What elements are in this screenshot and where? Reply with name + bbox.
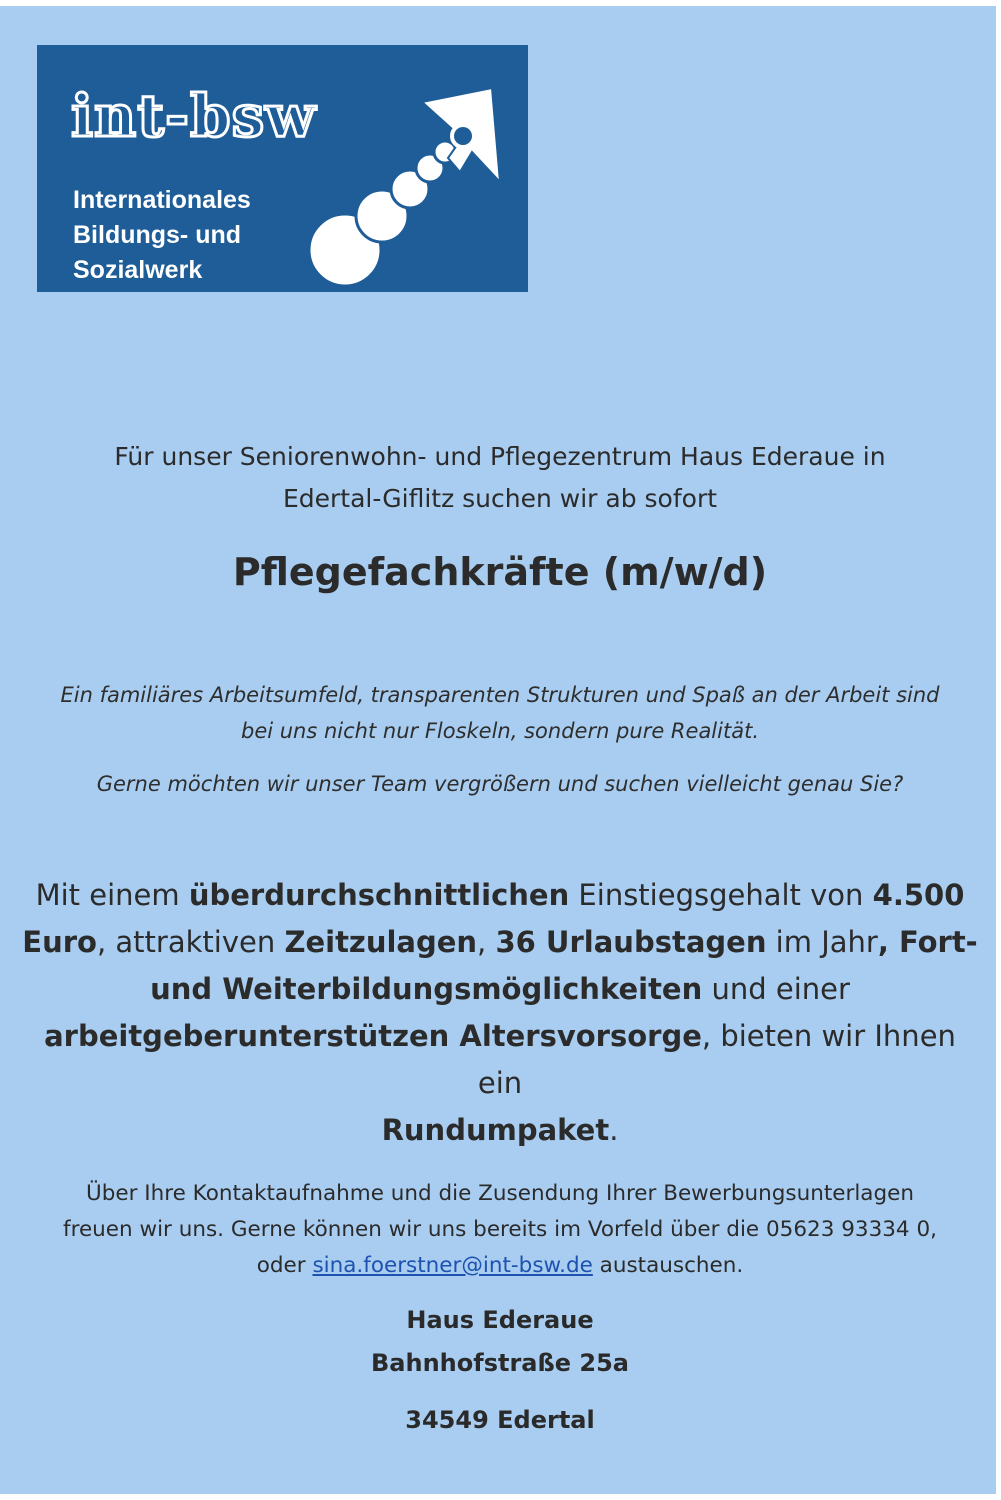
offer-bold-part: und Weiterbildungsmöglichkeiten: [150, 972, 703, 1006]
address-name: Haus Ederaue: [406, 1306, 594, 1334]
offer-text-part: Einstiegsgehalt von: [569, 878, 873, 912]
offer-bold-part: überdurchschnittlichen: [188, 878, 570, 912]
job-title: Pflegefachkräfte (m/w/d): [232, 550, 768, 594]
address-city: 34549 Edertal: [405, 1406, 595, 1434]
workplace-description: [30, 677, 970, 749]
email-link[interactable]: sina.foerstner@int-bsw.de: [312, 1253, 593, 1278]
offer-text-part: , attraktiven: [96, 925, 285, 959]
contact-line-2: freuen wir uns. Gerne können wir uns bereits im Vorfeld über die 05623 93334 0,: [63, 1217, 937, 1242]
offer-line-3: [20, 966, 980, 1013]
offer-text-part: , bieten wir Ihnen ein: [477, 1019, 956, 1100]
logo-line-2: Bildungs- und: [73, 221, 242, 249]
offer-bold-part: arbeitgeberunterstützen Altersvorsorge: [44, 1019, 702, 1053]
offer-bold-part: Zeitzulagen: [284, 925, 478, 959]
offer-bold-part: , Fort-: [877, 925, 978, 959]
contact-line-1: Über Ihre Kontaktaufnahme und die Zusendung Ihrer Bewerbungsunterlagen: [85, 1181, 914, 1206]
contact-line-3: [20, 1248, 980, 1284]
offer-text-part: Mit einem: [35, 878, 189, 912]
offer-bold-part: Rundumpaket: [381, 1113, 610, 1147]
offer-bold-part: 4.500: [872, 878, 965, 912]
contact-text: [20, 1176, 980, 1284]
address-street: Bahnhofstraße 25a: [371, 1349, 629, 1377]
offer-line-1: [20, 872, 980, 919]
logo-line-1: Internationales: [73, 186, 251, 214]
logo-wordmark: int-bsw: [71, 82, 317, 150]
team-question: Gerne möchten wir unser Team vergrößern und suchen vielleicht genau Sie?: [96, 772, 904, 796]
quote-line-1: Ein familiäres Arbeitsumfeld, transparenten Strukturen und Spaß an der Arbeit sind: [60, 683, 940, 707]
offer-line-4: [20, 1013, 980, 1107]
intro-line-1: Für unser Seniorenwohn- und Pflegezentrum Haus Ederaue in: [114, 442, 886, 471]
contact-text-part: austauschen.: [592, 1253, 744, 1278]
offer-line-2: [20, 919, 980, 966]
offer-text-part: ,: [477, 925, 496, 959]
contact-text-part: oder: [256, 1253, 313, 1278]
flyer-page: [0, 6, 996, 1494]
offer-text-part: .: [609, 1113, 619, 1147]
intro-text: [30, 436, 970, 520]
offer-bold-part: Euro: [22, 925, 97, 959]
offer-text-part: und einer: [702, 972, 850, 1006]
intro-line-2: Edertal-Giflitz suchen wir ab sofort: [282, 484, 718, 513]
offer-bold-part: 36 Urlaubstagen: [495, 925, 767, 959]
offer-text-part: im Jahr: [766, 925, 878, 959]
offer-line-5: [20, 1107, 980, 1154]
offer-text: [20, 872, 980, 1154]
logo-line-3: Sozialwerk: [73, 256, 203, 284]
int-bsw-logo: [37, 45, 528, 292]
rising-circles-arrow-icon: [302, 80, 507, 285]
quote-line-2: bei uns nicht nur Floskeln, sondern pure Realität.: [240, 719, 759, 743]
